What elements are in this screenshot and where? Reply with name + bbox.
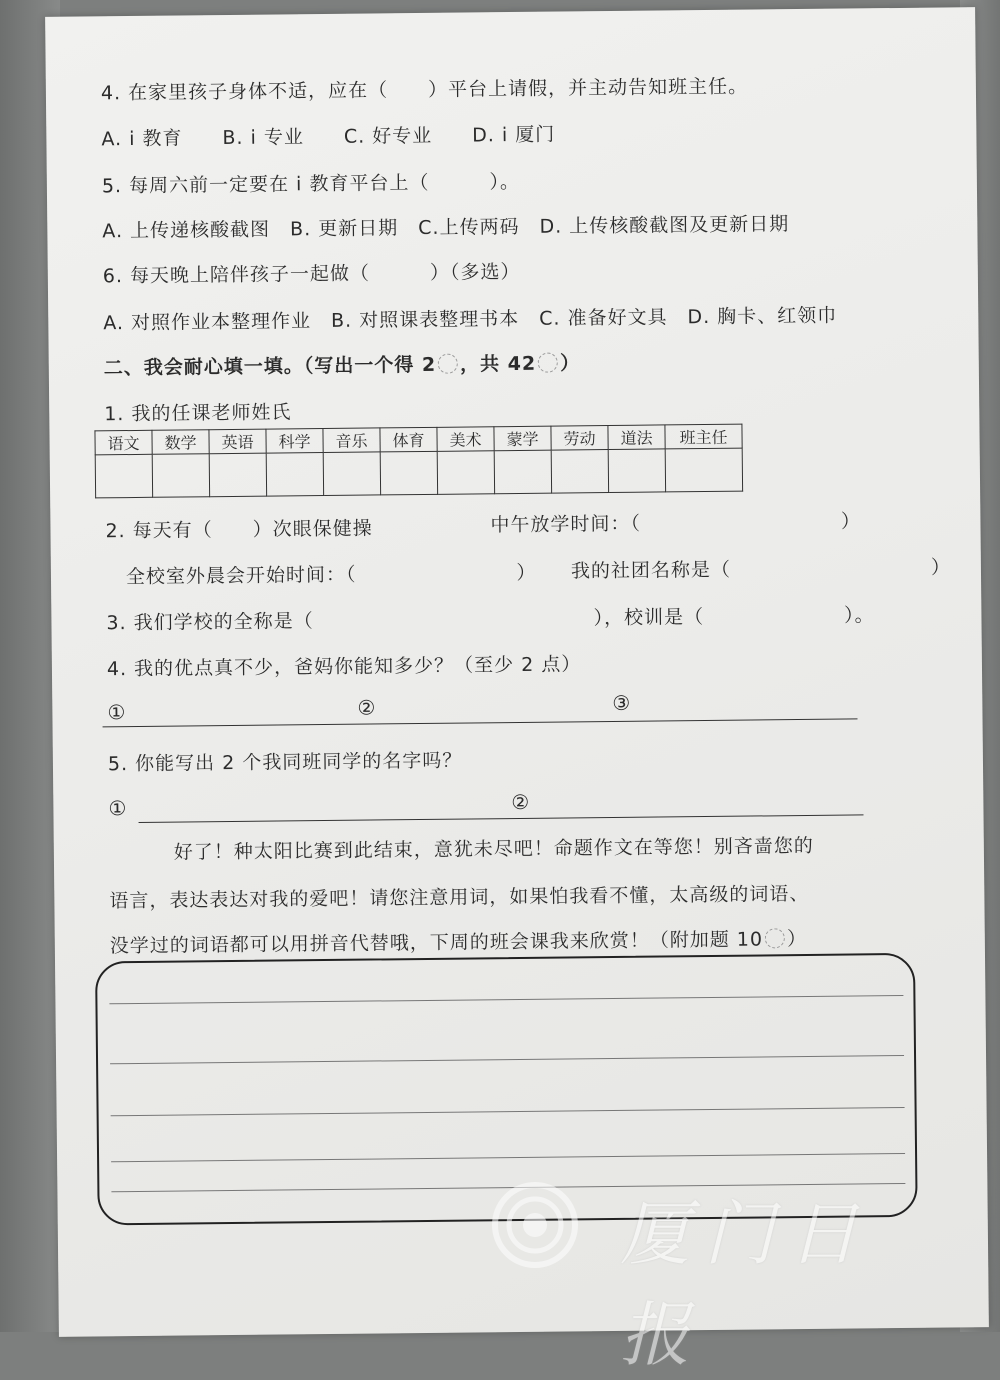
answer-mark-2: ② bbox=[511, 789, 530, 815]
writing-rule bbox=[111, 1107, 905, 1116]
essay-prompt-line3 bbox=[110, 924, 807, 958]
teacher-cell[interactable] bbox=[266, 453, 323, 497]
teacher-table bbox=[94, 424, 743, 499]
watermark-text: 厦门日报 bbox=[620, 1193, 872, 1376]
section2-title bbox=[104, 348, 581, 380]
teacher-header: 数学 bbox=[152, 430, 209, 455]
fill5-question: 5. 你能写出 2 个我同班同学的名字吗？ bbox=[107, 749, 463, 776]
fill4-question: 4. 我的优点真不少，爸妈你能知多少？（至少 2 点） bbox=[106, 653, 582, 681]
section2-title-c: ） bbox=[560, 352, 581, 375]
q6-options: A. 对照作业本整理作业 B. 对照课表整理书本 C. 准备好文具 D. 胸卡、红领巾 bbox=[103, 304, 838, 335]
teacher-header: 科学 bbox=[266, 429, 323, 454]
q4-stem: 4. 在家里孩子身体不适，应在（ ）平台上请假，并主动告知班主任。 bbox=[100, 75, 749, 105]
teacher-header: 语文 bbox=[95, 430, 152, 455]
fill5-answer-line[interactable] bbox=[139, 814, 864, 823]
teacher-cell[interactable] bbox=[380, 451, 437, 495]
q5-options: A. 上传递核酸截图 B. 更新日期 C.上传两码 D. 上传核酸截图及更新日期 bbox=[102, 213, 790, 243]
q4-options: A. i 教育 B. i 专业 C. 好专业 D. i 厦门 bbox=[101, 123, 556, 151]
fill4-answer-line[interactable] bbox=[103, 718, 858, 727]
newspaper-watermark bbox=[480, 1170, 950, 1376]
writing-rule bbox=[110, 1055, 904, 1064]
teacher-cell[interactable] bbox=[209, 453, 266, 497]
essay-prompt-line3b: ） bbox=[786, 927, 808, 951]
teacher-cell[interactable] bbox=[608, 449, 665, 493]
fill2-eye-exercise: 2. 每天有（ ）次眼保健操 bbox=[105, 517, 373, 543]
answer-mark-1: ① bbox=[108, 796, 127, 821]
teacher-header: 英语 bbox=[209, 429, 266, 454]
teacher-cell[interactable] bbox=[665, 448, 742, 492]
writing-rule bbox=[111, 1153, 905, 1162]
teacher-header: 蒙学 bbox=[494, 426, 551, 451]
q6-stem: 6. 每天晚上陪伴孩子一起做（ ）（多选） bbox=[102, 260, 521, 288]
worksheet-paper bbox=[45, 7, 989, 1337]
answer-mark-3: ③ bbox=[612, 690, 631, 716]
teacher-header: 劳动 bbox=[551, 426, 608, 451]
teacher-header: 班主任 bbox=[665, 424, 742, 449]
teacher-header: 道法 bbox=[608, 425, 665, 450]
section2-title-b: ，共 42 bbox=[460, 352, 537, 376]
essay-prompt-line1: 好了！种太阳比赛到此结束，意犹未尽吧！命题作文在等您！别吝啬您的 bbox=[173, 834, 814, 864]
essay-prompt-line2: 语言，表达表达对我的爱吧！请您注意用词，如果怕我看不懂，太高级的词语、 bbox=[109, 882, 810, 913]
teacher-header: 体育 bbox=[380, 427, 437, 452]
teacher-cell[interactable] bbox=[494, 450, 551, 494]
fill3-school-name: 3. 我们学校的全称是（ ），校训是（ ）。 bbox=[106, 604, 875, 635]
sun-icon bbox=[438, 354, 458, 374]
newspaper-logo-icon bbox=[480, 1170, 590, 1280]
sun-icon bbox=[765, 928, 785, 948]
writing-rule bbox=[109, 995, 903, 1004]
answer-mark-2: ② bbox=[357, 695, 376, 720]
teacher-cell[interactable] bbox=[152, 454, 209, 498]
teacher-cell[interactable] bbox=[551, 450, 608, 494]
essay-prompt-line3a: 没学过的词语都可以用拼音代替哦，下周的班会课我来欣赏！（附加题 10 bbox=[109, 928, 764, 958]
teacher-header: 音乐 bbox=[323, 428, 380, 453]
answer-mark-1: ① bbox=[107, 700, 126, 725]
fill2-club-name: 我的社团名称是（ ） bbox=[570, 556, 952, 583]
section2-title-a: 二、我会耐心填一填。（写出一个得 2 bbox=[103, 353, 437, 380]
fill2-noon-time: 中午放学时间：（ ） bbox=[490, 510, 862, 537]
q5-stem: 5. 每周六前一定要在 i 教育平台上（ ）。 bbox=[101, 170, 521, 198]
teacher-cell[interactable] bbox=[323, 452, 380, 496]
teacher-cell[interactable] bbox=[95, 454, 152, 498]
teacher-cell[interactable] bbox=[437, 451, 494, 495]
teacher-header: 美术 bbox=[437, 427, 494, 452]
fill1-label: 1. 我的任课老师姓氏 bbox=[104, 401, 292, 426]
sun-icon bbox=[538, 353, 558, 373]
fill2-assembly-time: 全校室外晨会开始时间：（ ） bbox=[125, 561, 537, 589]
